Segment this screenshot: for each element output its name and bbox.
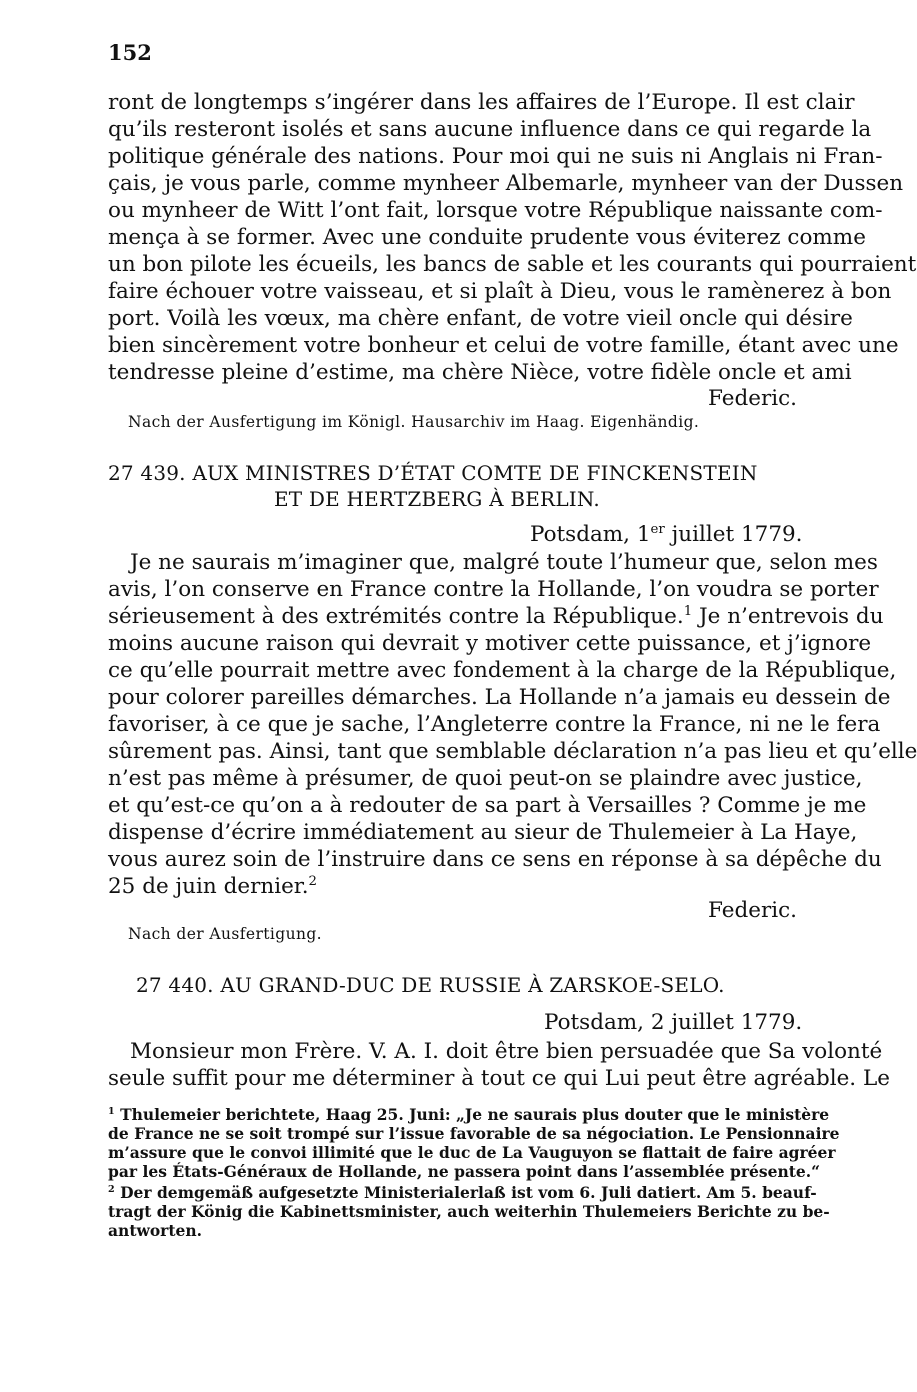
text-line: avis, l’on conserve en France contre la Hollande, l’on voudra se porter xyxy=(108,577,879,602)
letter-heading-line-2: ET DE HERTZBERG À BERLIN. xyxy=(274,487,600,511)
text-line: Je ne saurais m’imaginer que, malgré toute l’humeur que, selon mes xyxy=(130,550,878,575)
text-line: pour colorer pareilles démarches. La Hollande n’a jamais eu dessein de xyxy=(108,685,891,710)
date-place: Potsdam, 1 xyxy=(530,522,651,547)
text-line: moins aucune raison qui devrait y motiver cette puissance, et j’ignore xyxy=(108,631,872,656)
text-line: ou mynheer de Witt l’ont fait, lorsque votre République naissante com- xyxy=(108,198,883,223)
footnote-text: Thulemeier berichtete, Haag 25. Juni: „Je ne saurais plus douter que le ministère xyxy=(120,1105,830,1124)
footnote-text: Der demgemäß aufgesetzte Ministerialerlaß ist vom 6. Juli datiert. Am 5. beauf- xyxy=(120,1183,817,1202)
text-line: ront de longtemps s’ingérer dans les affaires de l’Europe. Il est clair xyxy=(108,90,855,115)
text-line: mença à se former. Avec une conduite prudente vous éviterez comme xyxy=(108,225,866,250)
text-line xyxy=(108,874,804,900)
letter-heading-line-1: AUX MINISTRES D’ÉTAT COMTE DE FINCKENSTEIN xyxy=(192,461,758,485)
letter-heading xyxy=(108,460,758,486)
footnote-marker: 2 xyxy=(108,1183,115,1195)
text-line: port. Voilà les vœux, ma chère enfant, de votre vieil oncle qui désire xyxy=(108,306,853,331)
text-line: politique générale des nations. Pour moi qui ne suis ni Anglais ni Fran- xyxy=(108,144,883,169)
date-line xyxy=(530,522,803,548)
letter-heading-text: AU GRAND-DUC DE RUSSIE À ZARSKOE-SELO. xyxy=(220,973,725,997)
footnote-line: tragt der König die Kabinettsminister, auch weiterhin Thulemeiers Berichte zu be- xyxy=(108,1202,830,1221)
footnote-line xyxy=(108,1183,817,1202)
text-line: ce qu’elle pourrait mettre avec fondement à la charge de la République, xyxy=(108,658,897,683)
source-note: Nach der Ausfertigung im Königl. Hausarchiv im Haag. Eigenhändig. xyxy=(128,413,700,431)
date-line: Potsdam, 2 juillet 1779. xyxy=(544,1010,803,1035)
date-superscript: er xyxy=(650,521,665,537)
footnote-ref: 1 xyxy=(683,603,693,619)
source-note: Nach der Ausfertigung. xyxy=(128,925,322,943)
footnote-line: par les États-Généraux de Hollande, ne passera point dans l’assemblée présente.“ xyxy=(108,1162,821,1181)
letter-heading xyxy=(136,972,725,998)
text-line: faire échouer votre vaisseau, et si plaît à Dieu, vous le ramènerez à bon xyxy=(108,279,892,304)
footnote-line xyxy=(108,1105,830,1124)
text-line: seule suffit pour me déterminer à tout ce qui Lui peut être agréable. Le xyxy=(108,1066,890,1091)
letter-number: 27 439. xyxy=(108,461,186,485)
footnote-marker: 1 xyxy=(108,1105,115,1117)
text-line: sûrement pas. Ainsi, tant que semblable déclaration n’a pas lieu et qu’elle xyxy=(108,739,917,764)
text-line: favoriser, à ce que je sache, l’Angleterre contre la France, ni ne le fera xyxy=(108,712,881,737)
text-line: qu’ils resteront isolés et sans aucune influence dans ce qui regarde la xyxy=(108,117,872,142)
text-line: tendresse pleine d’estime, ma chère Nièce, votre fidèle oncle et ami xyxy=(108,360,852,385)
text-segment: sérieusement à des extrémités contre la République. xyxy=(108,604,684,629)
text-line: un bon pilote les écueils, les bancs de sable et les courants qui pourraient xyxy=(108,252,917,277)
text-line: bien sincèrement votre bonheur et celui de votre famille, étant avec une xyxy=(108,333,899,358)
text-line: çais, je vous parle, comme mynheer Albemarle, mynheer van der Dussen xyxy=(108,171,904,196)
text-line: dispense d’écrire immédiatement au sieur de Thulemeier à La Haye, xyxy=(108,820,858,845)
text-line: n’est pas même à présumer, de quoi peut-on se plaindre avec justice, xyxy=(108,766,863,791)
letter-number: 27 440. xyxy=(136,973,214,997)
date-rest: juillet 1779. xyxy=(664,522,803,547)
text-line: Monsieur mon Frère. V. A. I. doit être bien persuadée que Sa volonté xyxy=(130,1039,883,1064)
footnote-line: de France ne se soit trompé sur l’issue favorable de sa négociation. Le Pensionnaire xyxy=(108,1124,840,1143)
signature: Federic. xyxy=(708,386,797,411)
signature: Federic. xyxy=(708,898,797,923)
footnote-line: antworten. xyxy=(108,1221,203,1240)
footnote-line: m’assure que le convoi illimité que le duc de La Vauguyon se flattait de faire agréer xyxy=(108,1143,836,1162)
footnote-ref: 2 xyxy=(308,873,318,889)
text-segment: 25 de juin dernier. xyxy=(108,874,309,899)
text-line xyxy=(108,603,884,630)
text-line: vous aurez soin de l’instruire dans ce sens en réponse à sa dépêche du xyxy=(108,847,882,872)
text-segment: Je n’entrevois du xyxy=(692,604,884,629)
page-number: 152 xyxy=(108,40,152,65)
text-line: et qu’est-ce qu’on a à redouter de sa part à Versailles ? Comme je me xyxy=(108,793,867,818)
